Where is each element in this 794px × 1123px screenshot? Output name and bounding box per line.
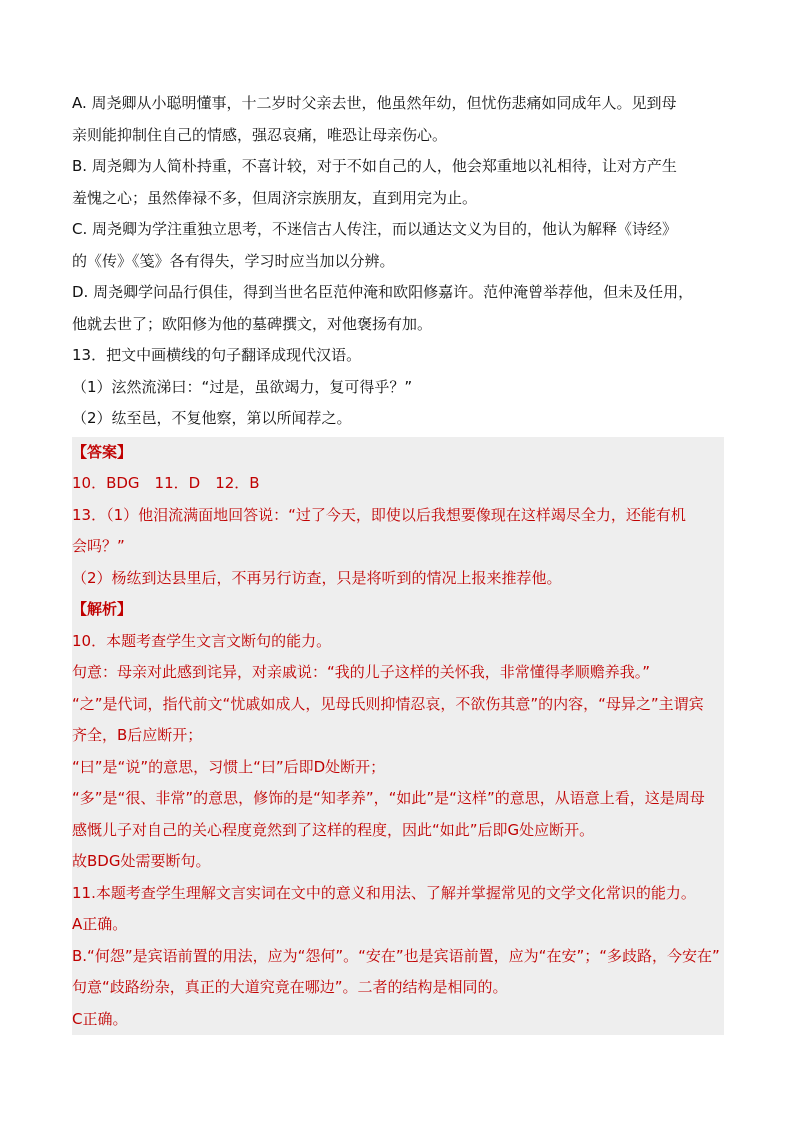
analysis-line: “曰”是“说”的意思，习惯上“曰”后即D处断开；	[72, 757, 386, 776]
answer-heading: 【答案】	[72, 442, 133, 461]
document-page	[72, 88, 724, 1035]
option-c	[72, 214, 724, 277]
analysis-line: 齐全，B后应断开；	[72, 726, 203, 744]
question-13	[72, 340, 724, 435]
analysis-line: 句意：母亲对此感到诧异，对亲戚说：“我的儿子这样的关怀我，非常懂得孝顺赡养我。”	[72, 663, 651, 681]
analysis-line: “多”是“很、非常”的意思，修饰的是“知孝养”，“如此”是“这样”的意思，从语意上看，这是周母	[72, 789, 705, 807]
analysis-line: A正确。	[72, 915, 128, 933]
analysis-line: 故BDG处需要断句。	[72, 852, 211, 870]
answer-line-4: （2）杨纮到达县里后，不再另行访查，只是将听到的情况上报来推荐他。	[72, 568, 562, 587]
option-a-line-1: A. 周尧卿从小聪明懂事，十二岁时父亲去世，他虽然年幼，但忧伤悲痛如同成年人。见到母	[72, 94, 677, 112]
analysis-line: 11.本题考查学生理解文言实词在文中的意义和用法、了解并掌握常见的文学文化常识的能力。	[72, 883, 696, 902]
question-13-sentence-1: （1）泫然流涕曰：“过是，虽欲竭力，复可得乎？”	[72, 377, 413, 396]
option-b-line-1: B. 周尧卿为人简朴持重，不喜计较，对于不如自己的人，他会郑重地以礼相待，让对方产生	[72, 157, 677, 175]
question-13-stem: 13．把文中画横线的句子翻译成现代汉语。	[72, 346, 362, 364]
answer-analysis-block	[72, 437, 724, 1036]
option-c-line-1: C. 周尧卿为学注重独立思考，不迷信古人传注，而以通达文义为目的，他认为解释《诗经》	[72, 220, 678, 238]
option-b-line-2: 羞愧之心；虽然俸禄不多，但周济宗族朋友，直到用完为止。	[72, 188, 478, 207]
option-d	[72, 277, 724, 340]
answer-line-1: 10．BDG 11．D 12．B	[72, 474, 260, 492]
analysis-line: B.“何怨”是宾语前置的用法，应为“怨何”。“安在”也是宾语前置，应为“在安”；“多歧路，今安在”	[72, 946, 720, 965]
analysis-heading: 【解析】	[72, 600, 133, 618]
option-d-line-2: 他就去世了；欧阳修为他的墓碑撰文，对他褒扬有加。	[72, 314, 433, 333]
analysis-line: C正确。	[72, 1009, 128, 1028]
analysis-line: “之”是代词，指代前文“忧戚如成人，见母氏则抑情忍哀，不欲伤其意”的内容，“母异之”主谓宾	[72, 694, 704, 713]
analysis-line: 句意“歧路纷杂，真正的大道究竟在哪边”。二者的结构是相同的。	[72, 978, 508, 996]
option-d-line-1: D. 周尧卿学问品行俱佳，得到当世名臣范仲淹和欧阳修嘉许。范仲淹曾举荐他，但未及任用，	[72, 283, 694, 301]
answer-line-2: 13．（1）他泪流满面地回答说：“过了今天，即使以后我想要像现在这样竭尽全力，还能有机	[72, 505, 686, 524]
analysis-line: 10．本题考查学生文言文断句的能力。	[72, 631, 332, 650]
answer-line-3: 会吗？”	[72, 537, 125, 555]
option-a	[72, 88, 724, 151]
analysis-line: 感慨儿子对自己的关心程度竟然到了这样的程度，因此“如此”后即G处应断开。	[72, 820, 595, 839]
question-13-sentence-2: （2）纮至邑，不复他察，第以所闻荐之。	[72, 409, 352, 427]
option-b	[72, 151, 724, 214]
option-a-line-2: 亲则能抑制住自己的情感，强忍哀痛，唯恐让母亲伤心。	[72, 125, 448, 144]
option-c-line-2: 的《传》《笺》各有得失，学习时应当加以分辨。	[72, 251, 395, 270]
